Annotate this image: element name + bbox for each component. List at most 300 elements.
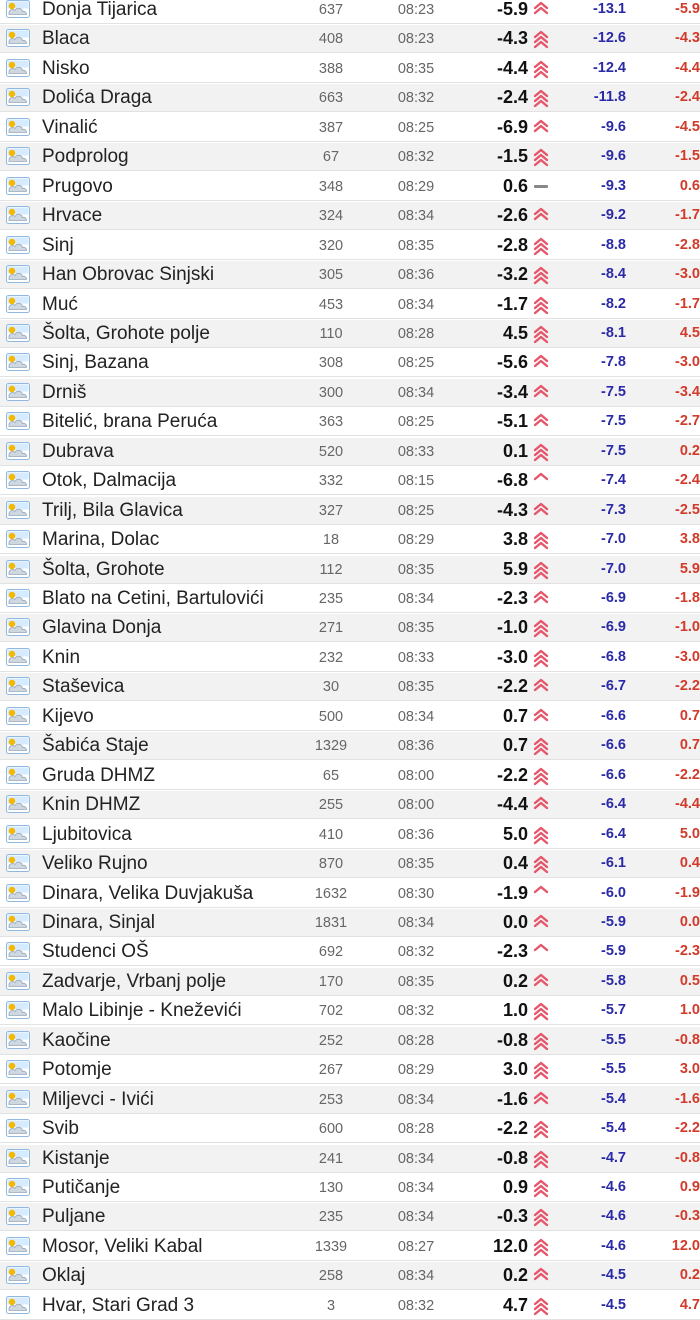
temperature-value: 5.9 bbox=[679, 560, 700, 577]
station-name[interactable]: Oklaj bbox=[42, 1265, 86, 1287]
minimum-temperature: -8.4 bbox=[601, 266, 626, 283]
weather-icon bbox=[6, 1119, 30, 1137]
minimum-temperature: -7.3 bbox=[601, 501, 626, 518]
station-name[interactable]: Blaca bbox=[42, 28, 90, 50]
table-row[interactable] bbox=[0, 55, 700, 83]
current-temperature: -4.3 bbox=[496, 28, 528, 49]
weather-icon bbox=[6, 795, 30, 813]
temperature-value: -1.9 bbox=[675, 884, 700, 901]
measurement-time: 08:35 bbox=[397, 973, 435, 990]
current-temperature: -2.3 bbox=[496, 588, 528, 608]
minimum-temperature: -6.4 bbox=[601, 796, 626, 813]
measurement-time: 08:32 bbox=[397, 149, 435, 166]
temperature-value: -2.7 bbox=[675, 413, 700, 430]
table-row[interactable] bbox=[0, 349, 700, 377]
weather-icon bbox=[6, 324, 30, 342]
current-temperature: -4.3 bbox=[496, 499, 528, 520]
temperature-value: 0.2 bbox=[679, 1267, 700, 1284]
weather-icon bbox=[6, 1149, 30, 1167]
station-name[interactable]: Kistanje bbox=[42, 1147, 110, 1169]
station-name[interactable]: Otok, Dalmacija bbox=[42, 470, 177, 492]
weather-icon bbox=[6, 589, 30, 607]
measurement-time: 08:36 bbox=[397, 267, 435, 284]
station-name[interactable]: Miljevci - Ivići bbox=[42, 1088, 154, 1110]
temperature-value: -4.4 bbox=[675, 796, 700, 813]
station-altitude: 692 bbox=[318, 944, 344, 961]
station-name[interactable]: Dubrava bbox=[42, 440, 114, 462]
table-row[interactable] bbox=[0, 408, 700, 436]
temperature-value: -1.5 bbox=[675, 148, 700, 165]
trend-arrow-icon bbox=[533, 1295, 549, 1315]
trend-arrow-icon bbox=[533, 647, 549, 667]
table-row[interactable] bbox=[0, 585, 700, 613]
minimum-temperature: -5.7 bbox=[601, 1002, 626, 1019]
station-name[interactable]: Drniš bbox=[42, 381, 87, 403]
table-row[interactable] bbox=[0, 320, 700, 348]
trend-arrow-icon bbox=[533, 529, 549, 549]
station-name[interactable]: Šolta, Grohote polje bbox=[42, 322, 210, 344]
table-row[interactable] bbox=[0, 1145, 700, 1173]
station-altitude: 1831 bbox=[314, 914, 348, 931]
temperature-value: -3.0 bbox=[675, 266, 700, 283]
weather-icon bbox=[6, 530, 30, 548]
current-temperature: 0.7 bbox=[502, 705, 528, 726]
station-altitude: 258 bbox=[318, 1268, 344, 1285]
station-name[interactable]: Hvar, Stari Grad 3 bbox=[42, 1294, 195, 1316]
table-row[interactable] bbox=[0, 232, 700, 260]
minimum-temperature: -6.1 bbox=[601, 855, 626, 872]
measurement-time: 08:30 bbox=[397, 885, 435, 902]
station-name[interactable]: Muć bbox=[42, 293, 78, 315]
measurement-time: 08:23 bbox=[397, 2, 435, 18]
table-row[interactable] bbox=[0, 438, 700, 466]
station-altitude: 241 bbox=[318, 1150, 344, 1167]
minimum-temperature: -5.4 bbox=[601, 1120, 626, 1137]
station-altitude: 1632 bbox=[314, 885, 348, 902]
current-temperature: 4.5 bbox=[502, 322, 528, 343]
station-name[interactable]: Malo Libinje - Kneževići bbox=[42, 1000, 242, 1022]
measurement-time: 08:28 bbox=[397, 1121, 435, 1138]
temperature-value: -1.7 bbox=[675, 207, 700, 224]
weather-icon bbox=[6, 648, 30, 666]
station-name[interactable]: Vinalić bbox=[42, 116, 98, 138]
measurement-time: 08:15 bbox=[397, 473, 435, 490]
trend-arrow-icon bbox=[533, 1000, 549, 1020]
trend-arrow-icon bbox=[533, 794, 549, 814]
temperature-value: -1.8 bbox=[675, 590, 700, 606]
minimum-temperature: -7.0 bbox=[601, 531, 626, 548]
measurement-time: 08:34 bbox=[397, 1209, 435, 1226]
table-row[interactable] bbox=[0, 25, 700, 53]
measurement-time: 08:35 bbox=[397, 237, 435, 254]
station-name[interactable]: Svib bbox=[42, 1118, 79, 1140]
station-altitude: 520 bbox=[318, 443, 344, 460]
weather-icon bbox=[6, 736, 30, 754]
weather-icon bbox=[6, 295, 30, 313]
temperature-value: -2.3 bbox=[675, 943, 700, 960]
station-name[interactable]: Dinara, Sinjal bbox=[42, 911, 155, 933]
temperature-value: -0.8 bbox=[675, 1031, 700, 1048]
temperature-value: 4.5 bbox=[679, 324, 700, 341]
measurement-time: 08:34 bbox=[397, 1091, 435, 1108]
table-row[interactable] bbox=[0, 732, 700, 760]
station-altitude: 170 bbox=[318, 973, 344, 990]
measurement-time: 08:32 bbox=[397, 944, 435, 961]
station-altitude: 130 bbox=[318, 1180, 344, 1196]
temperature-value: 0.4 bbox=[679, 855, 700, 872]
station-altitude: 637 bbox=[318, 2, 344, 18]
station-name[interactable]: Glavina Donja bbox=[42, 617, 162, 639]
minimum-temperature: -6.6 bbox=[601, 737, 626, 754]
station-name[interactable]: Puljane bbox=[42, 1206, 106, 1228]
measurement-time: 08:34 bbox=[397, 296, 435, 313]
measurement-time: 08:00 bbox=[397, 797, 435, 814]
temperature-value: 0.7 bbox=[679, 737, 700, 754]
weather-icon bbox=[6, 353, 30, 371]
minimum-temperature: -6.6 bbox=[601, 766, 626, 783]
trend-arrow-icon bbox=[533, 470, 549, 490]
current-temperature: -2.2 bbox=[496, 676, 528, 697]
temperature-value: 4.7 bbox=[679, 1296, 700, 1313]
station-name[interactable]: Hrvace bbox=[42, 205, 103, 227]
station-name[interactable]: Staševica bbox=[42, 676, 125, 698]
station-altitude: 332 bbox=[318, 473, 344, 490]
weather-icon bbox=[6, 236, 30, 254]
current-temperature: 12.0 bbox=[492, 1235, 528, 1256]
table-row[interactable] bbox=[0, 84, 700, 112]
minimum-temperature: -7.5 bbox=[601, 383, 626, 400]
trend-arrow-icon bbox=[533, 971, 549, 991]
measurement-time: 08:27 bbox=[397, 1238, 435, 1255]
measurement-time: 08:28 bbox=[397, 325, 435, 342]
measurement-time: 08:32 bbox=[397, 1297, 435, 1314]
station-name[interactable]: Knin bbox=[42, 646, 81, 668]
trend-arrow-icon bbox=[533, 1118, 549, 1138]
table-row[interactable] bbox=[0, 1292, 700, 1320]
measurement-time: 08:25 bbox=[397, 119, 435, 136]
table-row[interactable] bbox=[0, 261, 700, 289]
minimum-temperature: -5.8 bbox=[601, 972, 626, 989]
measurement-time: 08:25 bbox=[397, 414, 435, 431]
table-row[interactable] bbox=[0, 1056, 700, 1084]
station-name[interactable]: Ljubitovica bbox=[42, 823, 132, 845]
table-row[interactable] bbox=[0, 791, 700, 819]
temperature-value: -4.4 bbox=[675, 59, 700, 76]
station-name[interactable]: Putičanje bbox=[42, 1177, 121, 1198]
minimum-temperature: -13.1 bbox=[592, 1, 626, 17]
station-altitude: 30 bbox=[322, 679, 340, 696]
station-name[interactable]: Potomje bbox=[42, 1059, 112, 1081]
trend-arrow-icon bbox=[533, 1148, 549, 1168]
table-row[interactable] bbox=[0, 880, 700, 908]
station-altitude: 870 bbox=[318, 856, 344, 873]
trend-arrow-icon bbox=[533, 28, 549, 48]
station-name[interactable]: Šabića Staje bbox=[42, 735, 149, 757]
temperature-value: 1.0 bbox=[679, 1002, 700, 1019]
trend-arrow-icon bbox=[533, 912, 549, 932]
station-name[interactable]: Sinj bbox=[42, 234, 74, 256]
station-altitude: 305 bbox=[318, 267, 344, 284]
trend-arrow-icon bbox=[533, 706, 549, 726]
current-temperature: -6.8 bbox=[496, 470, 528, 491]
table-row[interactable] bbox=[0, 1262, 700, 1290]
table-row[interactable] bbox=[0, 909, 700, 937]
table-row[interactable] bbox=[0, 997, 700, 1025]
measurement-time: 08:35 bbox=[397, 561, 435, 578]
measurement-time: 08:32 bbox=[397, 90, 435, 107]
trend-arrow-icon bbox=[533, 323, 549, 343]
table-row[interactable] bbox=[0, 1086, 700, 1114]
current-temperature: 4.7 bbox=[502, 1294, 528, 1315]
table-row[interactable] bbox=[0, 526, 700, 554]
current-temperature: -1.9 bbox=[496, 882, 528, 903]
table-row[interactable] bbox=[0, 143, 700, 171]
weather-icon bbox=[6, 412, 30, 430]
trend-arrow-icon bbox=[533, 264, 549, 284]
weather-icon bbox=[6, 1237, 30, 1255]
table-row[interactable] bbox=[0, 1115, 700, 1143]
station-name[interactable]: Dolića Draga bbox=[42, 87, 152, 109]
temperature-value: -1.0 bbox=[675, 619, 700, 636]
station-altitude: 235 bbox=[318, 1209, 344, 1226]
measurement-time: 08:34 bbox=[397, 384, 435, 401]
measurement-time: 08:35 bbox=[397, 60, 435, 77]
trend-arrow-icon bbox=[533, 235, 549, 255]
current-temperature: -1.0 bbox=[496, 617, 528, 638]
table-row[interactable] bbox=[0, 173, 700, 201]
minimum-temperature: -4.5 bbox=[601, 1296, 626, 1313]
station-name[interactable]: Studenci OŠ bbox=[42, 941, 149, 963]
station-altitude: 327 bbox=[318, 502, 344, 519]
weather-icon bbox=[6, 177, 30, 195]
trend-arrow-icon bbox=[533, 87, 549, 107]
measurement-time: 08:35 bbox=[397, 620, 435, 637]
temperature-value: -2.8 bbox=[675, 236, 700, 253]
weather-icon bbox=[6, 884, 30, 902]
table-row[interactable] bbox=[0, 497, 700, 525]
trend-arrow-icon bbox=[533, 676, 549, 696]
current-temperature: 0.0 bbox=[502, 911, 528, 932]
temperature-value: -2.4 bbox=[675, 472, 700, 489]
current-temperature: 0.7 bbox=[502, 735, 528, 756]
minimum-temperature: -4.6 bbox=[601, 1179, 626, 1195]
weather-icon bbox=[6, 383, 30, 401]
current-temperature: -1.7 bbox=[496, 293, 528, 314]
current-temperature: 5.0 bbox=[502, 823, 528, 844]
trend-arrow-icon bbox=[533, 205, 549, 225]
minimum-temperature: -9.6 bbox=[601, 148, 626, 165]
table-row[interactable] bbox=[0, 1203, 700, 1231]
weather-icon bbox=[6, 1207, 30, 1225]
minimum-temperature: -6.9 bbox=[601, 619, 626, 636]
station-altitude: 18 bbox=[322, 532, 340, 549]
minimum-temperature: -9.2 bbox=[601, 207, 626, 224]
table-row[interactable] bbox=[0, 0, 700, 24]
current-temperature: -2.8 bbox=[496, 234, 528, 255]
current-temperature: -2.3 bbox=[496, 941, 528, 962]
temperature-value: -4.3 bbox=[675, 30, 700, 47]
weather-icon bbox=[6, 1060, 30, 1078]
station-altitude: 110 bbox=[319, 325, 343, 342]
current-temperature: 3.8 bbox=[502, 529, 528, 550]
station-name[interactable]: Bitelić, brana Peruća bbox=[42, 411, 218, 433]
weather-icon bbox=[6, 618, 30, 636]
trend-arrow-icon bbox=[533, 765, 549, 785]
minimum-temperature: -6.4 bbox=[601, 825, 626, 842]
station-name[interactable]: Dinara, Velika Duvjakuša bbox=[42, 882, 254, 904]
station-altitude: 324 bbox=[318, 208, 344, 225]
station-altitude: 267 bbox=[318, 1062, 344, 1079]
station-name[interactable]: Podprolog bbox=[42, 146, 129, 168]
minimum-temperature: -7.4 bbox=[601, 472, 626, 489]
trend-arrow-icon bbox=[533, 294, 549, 314]
trend-arrow-icon bbox=[533, 588, 549, 608]
weather-icon bbox=[6, 206, 30, 224]
trend-arrow-icon bbox=[533, 1177, 549, 1197]
current-temperature: 0.6 bbox=[502, 175, 528, 196]
minimum-temperature: -12.6 bbox=[592, 30, 626, 47]
temperature-value: 0.5 bbox=[679, 972, 700, 989]
table-row[interactable] bbox=[0, 202, 700, 230]
station-name[interactable]: Nisko bbox=[42, 57, 90, 79]
weather-icon bbox=[6, 560, 30, 578]
trend-arrow-icon bbox=[533, 1030, 549, 1050]
table-row[interactable] bbox=[0, 467, 700, 495]
minimum-temperature: -7.5 bbox=[601, 413, 626, 430]
station-altitude: 252 bbox=[318, 1032, 344, 1049]
current-temperature: -2.6 bbox=[496, 205, 528, 226]
table-row[interactable] bbox=[0, 673, 700, 701]
current-temperature: -3.2 bbox=[496, 264, 528, 285]
table-row[interactable] bbox=[0, 379, 700, 407]
current-temperature: -2.2 bbox=[496, 764, 528, 785]
table-row[interactable] bbox=[0, 762, 700, 790]
station-altitude: 253 bbox=[318, 1091, 344, 1108]
station-name[interactable]: Han Obrovac Sinjski bbox=[42, 264, 215, 286]
station-name[interactable]: Prugovo bbox=[42, 175, 113, 197]
station-name[interactable]: Zadvarje, Vrbanj polje bbox=[42, 970, 227, 992]
weather-icon bbox=[6, 0, 30, 18]
minimum-temperature: -7.8 bbox=[601, 354, 626, 371]
station-altitude: 363 bbox=[318, 414, 344, 431]
trend-arrow-icon bbox=[533, 146, 549, 166]
measurement-time: 08:23 bbox=[397, 31, 435, 48]
trend-arrow-icon bbox=[533, 883, 549, 903]
current-temperature: -5.9 bbox=[496, 0, 528, 19]
current-temperature: -0.8 bbox=[496, 1029, 528, 1050]
current-temperature: -0.8 bbox=[496, 1147, 528, 1168]
current-temperature: 0.2 bbox=[502, 1265, 528, 1286]
measurement-time: 08:35 bbox=[397, 856, 435, 873]
station-altitude: 255 bbox=[318, 797, 344, 814]
table-row[interactable] bbox=[0, 114, 700, 142]
station-name[interactable]: Gruda DHMZ bbox=[42, 764, 155, 786]
measurement-time: 08:25 bbox=[397, 502, 435, 519]
table-row[interactable] bbox=[0, 1027, 700, 1055]
table-row[interactable] bbox=[0, 821, 700, 849]
weather-icon bbox=[6, 913, 30, 931]
minimum-temperature: -11.8 bbox=[593, 89, 626, 106]
station-altitude: 308 bbox=[318, 355, 344, 372]
current-temperature: 0.1 bbox=[502, 440, 528, 461]
table-row[interactable] bbox=[0, 938, 700, 966]
station-name[interactable]: Knin DHMZ bbox=[42, 794, 141, 816]
temperature-value: 0.2 bbox=[679, 442, 700, 459]
minimum-temperature: -5.5 bbox=[601, 1061, 626, 1078]
weather-icon bbox=[6, 1090, 30, 1108]
weather-icon bbox=[6, 707, 30, 725]
table-row[interactable] bbox=[0, 968, 700, 996]
station-name[interactable]: Šolta, Grohote bbox=[42, 558, 165, 580]
table-row[interactable] bbox=[0, 614, 700, 642]
table-row[interactable] bbox=[0, 291, 700, 319]
station-name[interactable]: Kaočine bbox=[42, 1029, 111, 1051]
minimum-temperature: -6.7 bbox=[601, 678, 626, 695]
station-name[interactable]: Sinj, Bazana bbox=[42, 352, 149, 374]
station-name[interactable]: Kijevo bbox=[42, 705, 94, 727]
measurement-time: 08:33 bbox=[397, 443, 435, 460]
station-name[interactable]: Trilj, Bila Glavica bbox=[42, 499, 183, 521]
current-temperature: -6.9 bbox=[496, 116, 528, 137]
temperature-value: 0.9 bbox=[679, 1179, 700, 1195]
station-altitude: 235 bbox=[318, 591, 344, 607]
temperature-value: -2.5 bbox=[675, 501, 700, 518]
temperature-value: -1.7 bbox=[675, 295, 700, 312]
temperature-value: -2.2 bbox=[675, 766, 700, 783]
current-temperature: 5.9 bbox=[502, 558, 528, 579]
temperature-value: -0.8 bbox=[675, 1149, 700, 1166]
table-row[interactable] bbox=[0, 1233, 700, 1261]
weather-icon bbox=[6, 501, 30, 519]
table-row[interactable] bbox=[0, 850, 700, 878]
weather-icon bbox=[6, 471, 30, 489]
table-row[interactable] bbox=[0, 1174, 700, 1202]
trend-arrow-icon bbox=[533, 382, 549, 402]
current-temperature: 3.0 bbox=[502, 1059, 528, 1080]
current-temperature: -4.4 bbox=[496, 794, 528, 815]
station-altitude: 408 bbox=[318, 31, 344, 48]
station-altitude: 600 bbox=[318, 1121, 344, 1138]
measurement-time: 08:34 bbox=[397, 591, 435, 607]
minimum-temperature: -6.8 bbox=[601, 648, 626, 665]
measurement-time: 08:34 bbox=[397, 1150, 435, 1167]
table-row[interactable] bbox=[0, 644, 700, 672]
station-altitude: 112 bbox=[319, 561, 343, 578]
station-name[interactable]: Veliko Rujno bbox=[42, 853, 148, 875]
measurement-time: 08:00 bbox=[397, 767, 435, 784]
station-name[interactable]: Blato na Cetini, Bartulovići bbox=[42, 588, 264, 609]
temperature-value: -2.2 bbox=[675, 678, 700, 695]
station-name[interactable]: Mosor, Veliki Kabal bbox=[42, 1235, 203, 1257]
minimum-temperature: -5.5 bbox=[601, 1031, 626, 1048]
minimum-temperature: -6.9 bbox=[601, 590, 626, 606]
trend-arrow-icon bbox=[533, 1089, 549, 1109]
minimum-temperature: -6.6 bbox=[601, 707, 626, 724]
trend-arrow-icon bbox=[533, 0, 549, 19]
trend-arrow-icon bbox=[533, 1206, 549, 1226]
minimum-temperature: -4.6 bbox=[601, 1237, 626, 1254]
minimum-temperature: -4.5 bbox=[601, 1267, 626, 1284]
minimum-temperature: -5.9 bbox=[601, 943, 626, 960]
station-name[interactable]: Donja Tijarica bbox=[42, 0, 158, 20]
station-altitude: 663 bbox=[318, 90, 344, 107]
table-row[interactable] bbox=[0, 556, 700, 584]
measurement-time: 08:36 bbox=[397, 826, 435, 843]
station-name[interactable]: Marina, Dolac bbox=[42, 529, 160, 551]
table-row[interactable] bbox=[0, 703, 700, 731]
current-temperature: -1.6 bbox=[496, 1088, 528, 1109]
minimum-temperature: -4.7 bbox=[601, 1149, 626, 1166]
